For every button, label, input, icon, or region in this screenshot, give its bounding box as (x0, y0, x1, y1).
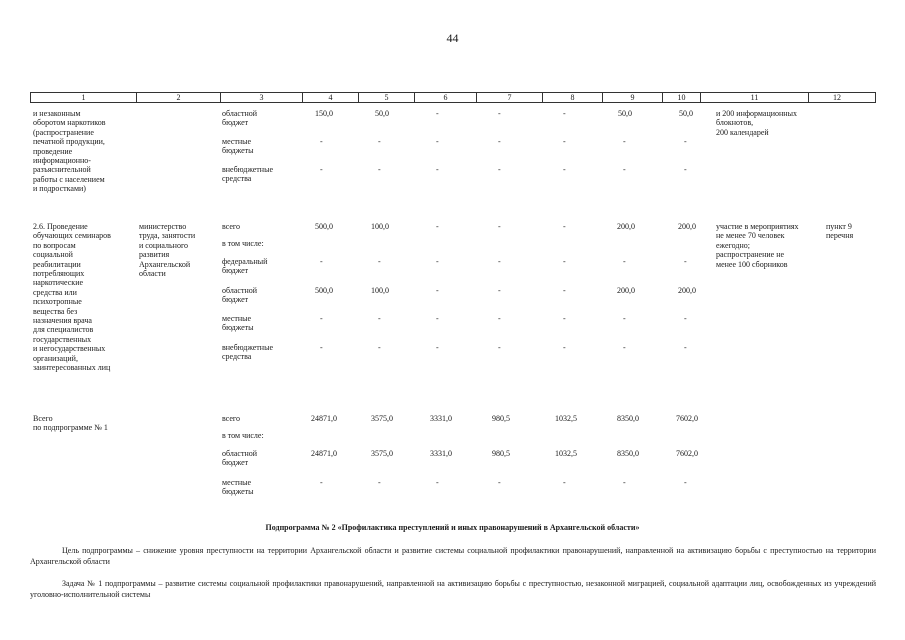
block3-row1-col7: 980,5 (492, 414, 510, 423)
block3-row4-col9: - (623, 478, 626, 487)
block2-row6-col5: - (378, 343, 381, 352)
block3-row3-col9: 8350,0 (617, 449, 639, 458)
block2-row2-label: в том числе: (222, 239, 264, 248)
block1-row2-col5: - (378, 137, 381, 146)
block2-row5-col10: - (684, 314, 687, 323)
block1-row1-col7: - (498, 109, 501, 118)
block3-row3-col7: 980,5 (492, 449, 510, 458)
block2-row3-label: федеральный бюджет (222, 257, 268, 276)
block2-row1-col4: 500,0 (315, 222, 333, 231)
block2-row3-col9: - (623, 257, 626, 266)
block1-row1-col6: - (436, 109, 439, 118)
block3-row2-label: в том числе: (222, 431, 264, 440)
block3-row4-col10: - (684, 478, 687, 487)
block2-row4-col4: 500,0 (315, 286, 333, 295)
block2-reference: пункт 9 перечня (826, 222, 854, 241)
block2-row4-col5: 100,0 (371, 286, 389, 295)
block2-row5-col7: - (498, 314, 501, 323)
header-col-10: 10 (663, 93, 701, 102)
block3-row1-col4: 24871,0 (311, 414, 337, 423)
block1-row3-col9: - (623, 165, 626, 174)
block2-row1-col7: - (498, 222, 501, 231)
block2-row1-col8: - (563, 222, 566, 231)
block3-row3-col10: 7602,0 (676, 449, 698, 458)
block2-result: участие в мероприятиях не менее 70 человек ежегодно; распространение не менее 100 сборников (716, 222, 799, 269)
block1-result: и 200 информационных блокнотов, 200 календарей (716, 109, 797, 137)
block2-row5-col9: - (623, 314, 626, 323)
block2-row4-label: областной бюджет (222, 286, 258, 305)
block2-row6-col6: - (436, 343, 439, 352)
block1-row2-col9: - (623, 137, 626, 146)
block1-row1-col10: 50,0 (679, 109, 693, 118)
block3-row4-col7: - (498, 478, 501, 487)
block3-row4-label: местные бюджеты (222, 478, 254, 497)
block3-row3-col4: 24871,0 (311, 449, 337, 458)
block1-row3-col4: - (320, 165, 323, 174)
block1-row2-col4: - (320, 137, 323, 146)
header-col-7: 7 (477, 93, 543, 102)
block1-row1-col9: 50,0 (618, 109, 632, 118)
block3-row1-col10: 7602,0 (676, 414, 698, 423)
block2-row5-col8: - (563, 314, 566, 323)
block2-description: 2.6. Проведение обучающих семинаров по вопросам социальной реабилитации потребляющих наркотические средства или психотропные вещества без назначения врача для специалистов государственных и негосударственных организаций, заинтересованных лиц (33, 222, 111, 373)
header-col-2: 2 (137, 93, 221, 102)
block2-row6-col10: - (684, 343, 687, 352)
block2-row1-col10: 200,0 (678, 222, 696, 231)
block3-row3-col6: 3331,0 (430, 449, 452, 458)
block2-row4-col9: 200,0 (617, 286, 635, 295)
block2-row6-col7: - (498, 343, 501, 352)
header-col-8: 8 (543, 93, 603, 102)
page-number: 44 (446, 31, 459, 45)
block3-row4-col8: - (563, 478, 566, 487)
header-col-3: 3 (221, 93, 303, 102)
block1-row3-col7: - (498, 165, 501, 174)
block1-row3-col6: - (436, 165, 439, 174)
block1-row2-col8: - (563, 137, 566, 146)
block1-row1-col5: 50,0 (375, 109, 389, 118)
subprogram-2-goal: Цель подпрограммы – снижение уровня преступности на территории Архангельской области и развитие системы социальной профилактики правонарушений, направленной на активизацию борьбы с преступностью на территории Архангельской области (30, 546, 876, 566)
block1-row3-col8: - (563, 165, 566, 174)
header-col-4: 4 (303, 93, 359, 102)
block2-row5-label: местные бюджеты (222, 314, 254, 333)
block1-row2-label: местные бюджеты (222, 137, 254, 156)
block3-row4-col4: - (320, 478, 323, 487)
header-col-11: 11 (701, 93, 809, 102)
header-col-9: 9 (603, 93, 663, 102)
block1-row2-col7: - (498, 137, 501, 146)
block2-row6-col9: - (623, 343, 626, 352)
block2-row5-col6: - (436, 314, 439, 323)
block1-row1-col8: - (563, 109, 566, 118)
block2-row4-col7: - (498, 286, 501, 295)
block1-row1-col4: 150,0 (315, 109, 333, 118)
block2-row1-col5: 100,0 (371, 222, 389, 231)
table-header-row (30, 92, 876, 103)
block2-row5-col5: - (378, 314, 381, 323)
block2-row1-col6: - (436, 222, 439, 231)
block2-row6-col4: - (320, 343, 323, 352)
block2-row6-label: внебюджетные средства (222, 343, 273, 362)
header-col-5: 5 (359, 93, 415, 102)
block3-description: Всего по подпрограмме № 1 (33, 414, 108, 433)
block1-row3-col10: - (684, 165, 687, 174)
block3-row3-label: областной бюджет (222, 449, 258, 468)
block3-row1-col6: 3331,0 (430, 414, 452, 423)
block2-row4-col10: 200,0 (678, 286, 696, 295)
block3-row4-col5: - (378, 478, 381, 487)
header-col-1: 1 (31, 93, 137, 102)
block2-row3-col5: - (378, 257, 381, 266)
header-col-12: 12 (833, 93, 841, 102)
block2-row5-col4: - (320, 314, 323, 323)
block2-row3-col4: - (320, 257, 323, 266)
block1-description: и незаконным оборотом наркотиков (распространение печатной продукции, проведение информационно- разъяснительной работы с населением и подростками) (33, 109, 106, 194)
block2-row3-col6: - (436, 257, 439, 266)
block1-row2-col6: - (436, 137, 439, 146)
subprogram-2-title: Подпрограмма № 2 «Профилактика преступлений и иных правонарушений в Архангельской области» (265, 523, 640, 532)
block2-row4-col6: - (436, 286, 439, 295)
block3-row1-col8: 1032,5 (555, 414, 577, 423)
header-col-6: 6 (415, 93, 477, 102)
block1-row3-label: внебюджетные средства (222, 165, 273, 184)
block2-row1-col9: 200,0 (617, 222, 635, 231)
block2-row1-label: всего (222, 222, 241, 231)
block2-row4-col8: - (563, 286, 566, 295)
block3-row1-col9: 8350,0 (617, 414, 639, 423)
block3-row3-col5: 3575,0 (371, 449, 393, 458)
block3-row3-col8: 1032,5 (555, 449, 577, 458)
block2-row3-col10: - (684, 257, 687, 266)
block3-row1-label: всего (222, 414, 241, 423)
block2-row6-col8: - (563, 343, 566, 352)
block3-row1-col5: 3575,0 (371, 414, 393, 423)
block2-row3-col7: - (498, 257, 501, 266)
block3-row4-col6: - (436, 478, 439, 487)
block2-executor: министерство труда, занятости и социального развития Архангельской области (139, 222, 196, 279)
block1-row3-col5: - (378, 165, 381, 174)
block1-row2-col10: - (684, 137, 687, 146)
block1-row1-label: областной бюджет (222, 109, 258, 128)
subprogram-2-task-1: Задача № 1 подпрограммы – развитие системы социальной профилактики правонарушений, направленной на активизацию борьбы с преступностью, незаконной миграцией, социальной адаптации лиц, освобожденных из учреждений уголовно-исполнительной системы (30, 579, 876, 599)
block2-row3-col8: - (563, 257, 566, 266)
